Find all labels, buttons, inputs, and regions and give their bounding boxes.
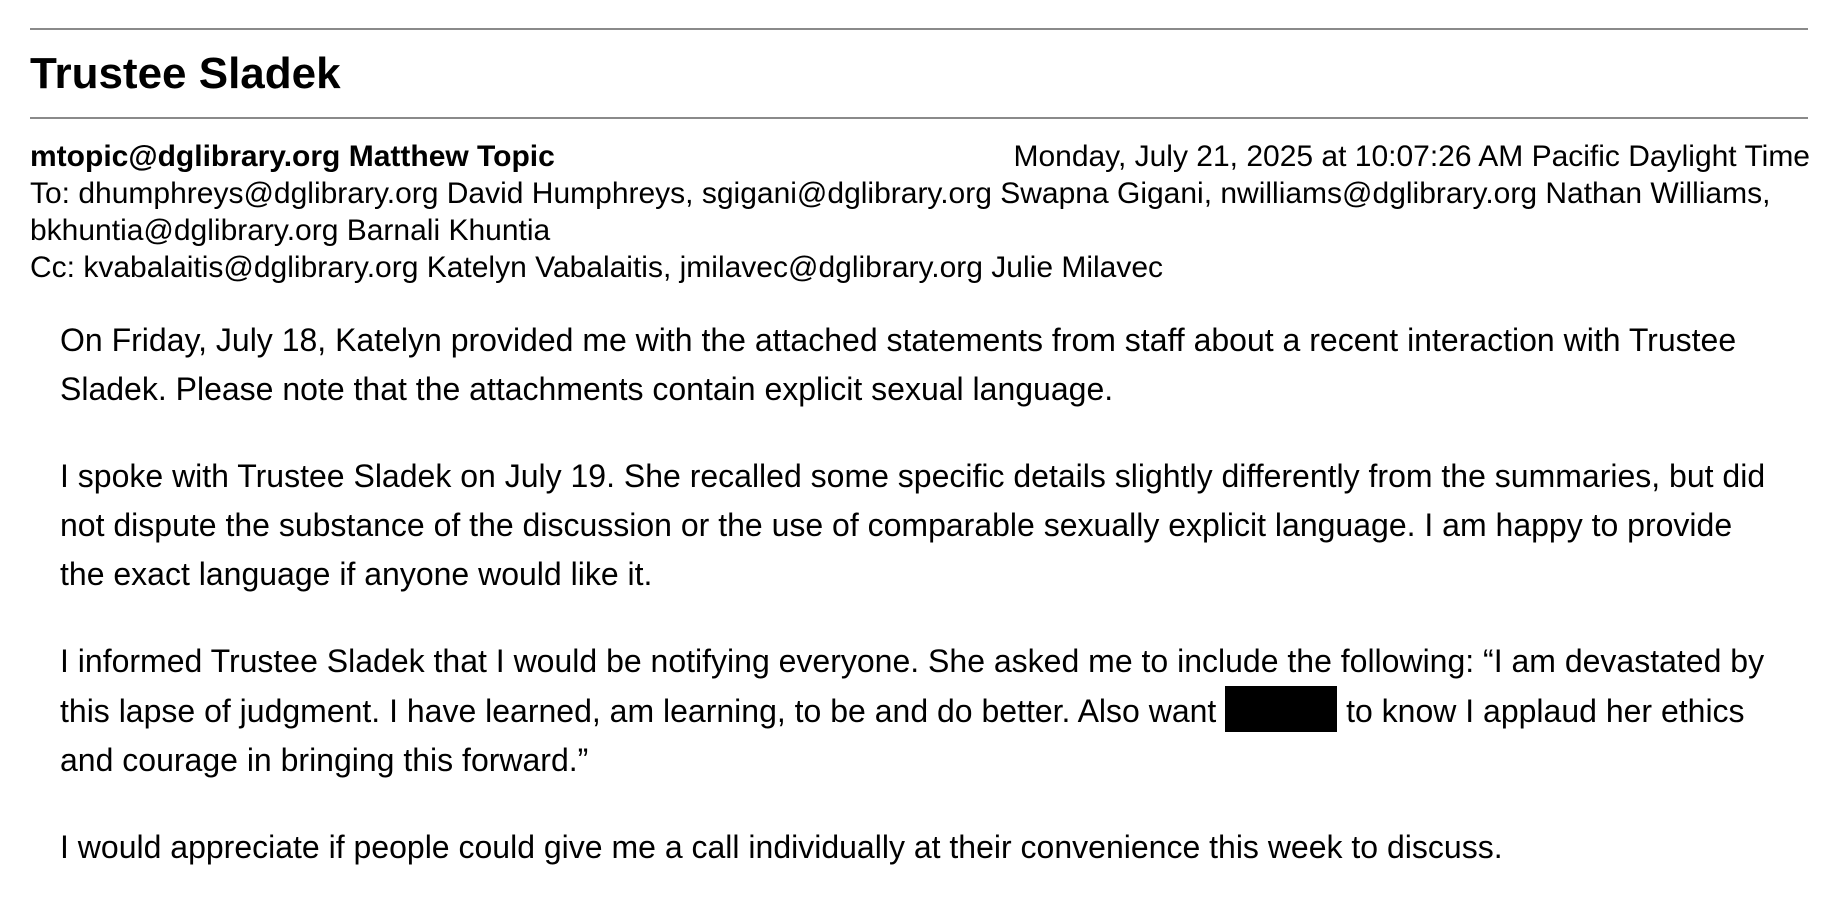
from-row xyxy=(30,138,1810,175)
to-list[interactable]: dhumphreys@dglibrary.org David Humphreys, sgigani@dglibrary.org Swapna Gigani, nwilliams@dglibrary.org Nathan Williams, bkhuntia@dglibrary.org Barnali Khuntia xyxy=(30,177,1771,247)
body-paragraph-1: On Friday, July 18, Katelyn provided me with the attached statements from staff about a recent interaction with Trustee Sladek. Please note that the attachments contain explicit sexual language. xyxy=(60,322,1737,407)
cc-label: Cc: xyxy=(30,251,75,284)
body-paragraph-2: I spoke with Trustee Sladek on July 19. She recalled some specific details slightly differently from the summaries, but did not dispute the substance of the discussion or the use of comparable sexually explicit language. I am happy to provide the exact language if anyone would like it. xyxy=(60,458,1766,592)
top-divider xyxy=(30,28,1808,30)
to-recipients xyxy=(30,175,1790,249)
redaction-box xyxy=(1225,686,1337,732)
header-divider xyxy=(30,117,1808,119)
email-body xyxy=(60,316,1780,910)
cc-recipients xyxy=(30,249,1790,286)
paragraph-3-text-before: I informed Trustee Sladek that I would be notifying everyone. She asked me to include the following: “I am devastated by this lapse of judgment. I have learned, am learning, to be and do better. Also want xyxy=(60,643,1765,729)
paragraph-3-text-after: to know I applaud her ethics and courage in bringing this forward.” xyxy=(60,693,1745,778)
email-subject: Trustee Sladek xyxy=(30,49,341,98)
body-paragraph-3 xyxy=(60,637,1780,785)
cc-list[interactable]: kvabalaitis@dglibrary.org Katelyn Vabalaitis, jmilavec@dglibrary.org Julie Milavec xyxy=(83,251,1164,284)
body-paragraph-4: I would appreciate if people could give me a call individually at their convenience this week to discuss. xyxy=(60,829,1503,865)
sent-date: Monday, July 21, 2025 at 10:07:26 AM Pacific Daylight Time xyxy=(1013,140,1810,173)
to-label: To: xyxy=(30,177,71,210)
email-header xyxy=(30,138,1810,286)
sender[interactable]: mtopic@dglibrary.org Matthew Topic xyxy=(30,140,555,173)
